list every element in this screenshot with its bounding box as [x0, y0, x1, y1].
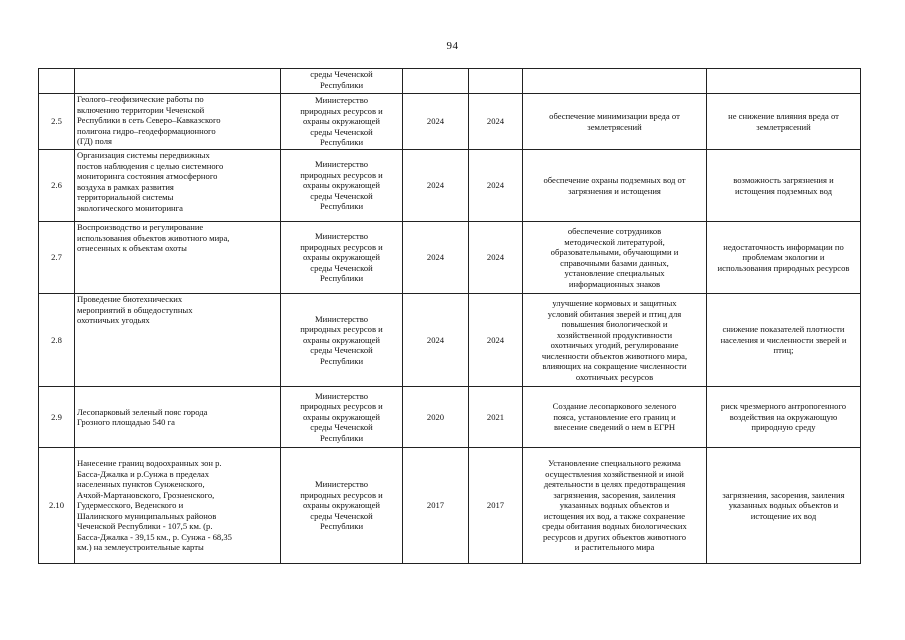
expected-result: обеспечение минимизации вреда от землетрясений	[523, 94, 707, 150]
responsible-executor: Министерство природных ресурсов и охраны окружающей среды Чеченской Республики	[281, 94, 403, 150]
row-number: 2.6	[39, 150, 75, 222]
end-year: 2021	[469, 387, 523, 448]
risk-consequence: не снижение влияния вреда от землетрясений	[707, 94, 861, 150]
risk-consequence: недостаточность информации по проблемам экологии и использования природных ресурсов	[707, 222, 861, 294]
page-number: 94	[446, 40, 459, 52]
expected-result	[523, 69, 707, 94]
expected-result: Создание лесопаркового зеленого пояса, установление его границ и внесение сведений о нем в ЕГРН	[523, 387, 707, 448]
start-year: 2024	[403, 222, 469, 294]
expected-result: обеспечение охраны подземных вод от загрязнения и истощения	[523, 150, 707, 222]
measure-name: Лесопарковый зеленый пояс города Грозного площадью 540 га	[75, 387, 281, 448]
risk-consequence: возможность загрязнения и истощения подземных вод	[707, 150, 861, 222]
row-number: 2.8	[39, 294, 75, 387]
responsible-executor: Министерство природных ресурсов и охраны окружающей среды Чеченской Республики	[281, 294, 403, 387]
end-year: 2024	[469, 222, 523, 294]
row-number	[39, 69, 75, 94]
start-year	[403, 69, 469, 94]
table-row	[39, 94, 861, 150]
end-year: 2024	[469, 294, 523, 387]
risk-consequence: снижение показателей плотности населения и численности зверей и птиц;	[707, 294, 861, 387]
risk-consequence	[707, 69, 861, 94]
measure-name: Нанесение границ водоохранных зон р. Басса-Джалка и р.Сунжа в пределах населенных пунктов Сунженского, Ачхой-Мартановского, Грозненского, Гудермесского, Веденского и Шалинского муниципальных районов Чеченской Республики - 107,5 км. (р. Басса-Джалка - 39,15 км., р. Сунжа - 68,35 км.) на землеустроительные карты	[75, 448, 281, 564]
expected-result: Установление специального режима осуществления хозяйственной и иной деятельности в целях предотвращения загрязнения, засорения, заиления указанных водных объектов и истощения их вод, а также сохранение среды обитания водных биологических ресурсов и других объектов животного и растительного мира	[523, 448, 707, 564]
expected-result: обеспечение сотрудников методической литературой, образовательными, обучающими и справочными базами данных, установление специальных информационных знаков	[523, 222, 707, 294]
table-row	[39, 150, 861, 222]
table-row	[39, 294, 861, 387]
start-year: 2024	[403, 294, 469, 387]
responsible-executor: Министерство природных ресурсов и охраны окружающей среды Чеченской Республики	[281, 222, 403, 294]
measure-name	[75, 69, 281, 94]
end-year: 2024	[469, 150, 523, 222]
start-year: 2017	[403, 448, 469, 564]
responsible-executor: Министерство природных ресурсов и охраны окружающей среды Чеченской Республики	[281, 150, 403, 222]
row-number: 2.5	[39, 94, 75, 150]
responsible-executor: Министерство природных ресурсов и охраны окружающей среды Чеченской Республики	[281, 387, 403, 448]
table-row	[39, 387, 861, 448]
measure-name: Геолого–геофизические работы по включению территории Чеченской Республики в сеть Северо–Кавказского полигона гидро–геодеформационного (ГД) поля	[75, 94, 281, 150]
responsible-executor: среды Чеченской Республики	[281, 69, 403, 94]
start-year: 2024	[403, 94, 469, 150]
end-year: 2024	[469, 94, 523, 150]
responsible-executor: Министерство природных ресурсов и охраны окружающей среды Чеченской Республики	[281, 448, 403, 564]
start-year: 2020	[403, 387, 469, 448]
end-year	[469, 69, 523, 94]
row-number: 2.7	[39, 222, 75, 294]
measure-name: Организация системы передвижных постов наблюдения с целью системного мониторинга состояния атмосферного воздуха в рамках развития территориальной системы экологического мониторинга	[75, 150, 281, 222]
measure-name: Проведение биотехнических мероприятий в общедоступных охотничьих угодьях	[75, 294, 281, 387]
table-row	[39, 222, 861, 294]
measures-table	[38, 68, 861, 564]
start-year: 2024	[403, 150, 469, 222]
risk-consequence: загрязнения, засорения, заиления указанных водных объектов и истощение их вод	[707, 448, 861, 564]
row-number: 2.9	[39, 387, 75, 448]
table-row	[39, 448, 861, 564]
row-number: 2.10	[39, 448, 75, 564]
measure-name: Воспроизводство и регулирование использования объектов животного мира, отнесенных к объектам охоты	[75, 222, 281, 294]
risk-consequence: риск чрезмерного антропогенного воздействия на окружающую природную среду	[707, 387, 861, 448]
expected-result: улучшение кормовых и защитных условий обитания зверей и птиц для повышения биологической и хозяйственной продуктивности охотничьих угодий, регулирование численности объектов животного мира, влияющих на сокращение численности охотничьих ресурсов	[523, 294, 707, 387]
table-row	[39, 69, 861, 94]
end-year: 2017	[469, 448, 523, 564]
